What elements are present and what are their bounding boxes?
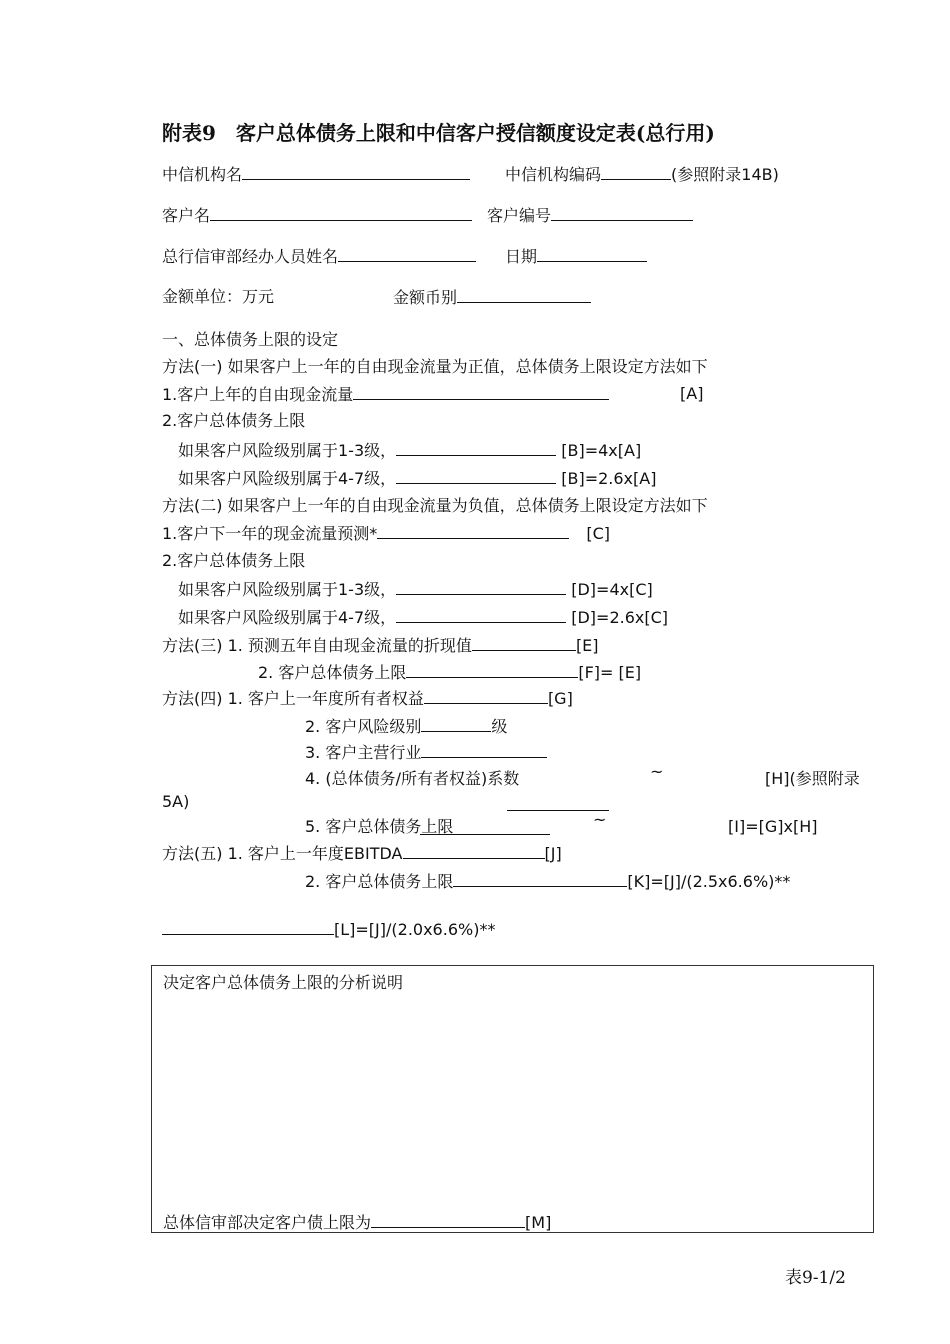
org-code-field	[505, 164, 779, 185]
method3-item2	[258, 662, 641, 683]
method5-item3	[162, 919, 495, 940]
analysis-box[interactable]	[151, 965, 874, 1233]
client-name-label: 客户名	[162, 206, 211, 225]
method2-item2a-tag: [D]=4x[C]	[571, 580, 653, 599]
method1-item2a	[178, 440, 641, 461]
currency-label: 金额币别	[393, 288, 458, 307]
method5-item2-label: 2. 客户总体债务上限	[305, 872, 454, 891]
method1-item2a-blank[interactable]	[396, 440, 556, 456]
method4-item4-tilde: ~	[650, 762, 664, 781]
decision-line	[163, 1212, 551, 1233]
officer-blank[interactable]	[338, 246, 476, 262]
method5-item1-label: 方法(五) 1. 客户上一年度EBITDA	[162, 844, 403, 863]
method2-item2b-blank[interactable]	[396, 607, 566, 623]
method5-item3-blank[interactable]	[162, 919, 334, 935]
method3-item1	[162, 635, 599, 656]
date-field	[505, 246, 647, 267]
method1-item1-blank[interactable]	[353, 384, 609, 400]
method1-item1-label: 1.客户上年的自由现金流量	[162, 385, 354, 404]
method3-item2-label: 2. 客户总体债务上限	[258, 663, 407, 682]
date-label: 日期	[505, 247, 538, 266]
method4-item1-label: 方法(四) 1. 客户上一年度所有者权益	[162, 689, 424, 708]
method3-item2-blank[interactable]	[406, 662, 578, 678]
currency-blank[interactable]	[457, 287, 591, 303]
method4-item4-tag: [H](参照附录	[765, 769, 860, 788]
page-title: 附表9 客户总体债务上限和中信客户授信额度设定表(总行用)	[162, 121, 715, 145]
officer-label: 总行信审部经办人员姓名	[162, 247, 339, 266]
client-name-blank[interactable]	[210, 205, 472, 221]
officer-field	[162, 246, 476, 267]
method2-item2b-label: 如果客户风险级别属于4-7级，	[178, 608, 397, 627]
method4-item5-blank[interactable]	[420, 834, 550, 835]
decision-blank[interactable]	[371, 1212, 525, 1228]
method2-item2a-label: 如果客户风险级别属于1-3级，	[178, 580, 397, 599]
method2-item1-blank[interactable]	[377, 523, 569, 539]
client-name-field	[162, 205, 472, 226]
amount-unit: 金额单位：万元	[162, 287, 275, 306]
org-name-label: 中信机构名	[162, 165, 243, 184]
org-name-field	[162, 164, 470, 185]
method4-item2-label: 2. 客户风险级别	[305, 717, 422, 736]
method1-item2b-label: 如果客户风险级别属于4-7级，	[178, 469, 397, 488]
method4-item1-blank[interactable]	[424, 688, 548, 704]
org-code-label: 中信机构编码	[505, 165, 602, 184]
method1-item2a-tag: [B]=4x[A]	[561, 441, 642, 460]
method4-item3-blank[interactable]	[421, 742, 547, 758]
method4-item2-suffix: 级	[491, 717, 508, 736]
method3-item2-tag: [F]= [E]	[578, 663, 642, 682]
method1-item2b	[178, 468, 656, 489]
method1-heading: 方法(一) 如果客户上一年的自由现金流量为正值，总体债务上限设定方法如下	[162, 357, 708, 376]
method4-item1-tag: [G]	[547, 689, 573, 708]
method5-item2-blank[interactable]	[453, 871, 627, 887]
analysis-title: 决定客户总体债务上限的分析说明	[163, 973, 404, 992]
method1-item2: 2.客户总体债务上限	[162, 411, 306, 430]
client-no-field	[487, 205, 693, 226]
method4-item3-label: 3. 客户主营行业	[305, 743, 422, 762]
method3-item1-label: 方法(三) 1. 预测五年自由现金流量的折现值	[162, 636, 472, 655]
method2-item2a	[178, 579, 653, 600]
date-blank[interactable]	[537, 246, 647, 262]
method5-item2-tag: [K]=[J]/(2.5x6.6%)**	[627, 872, 791, 891]
method3-item1-blank[interactable]	[472, 635, 576, 651]
page-number: 表9-1/2	[785, 1268, 846, 1288]
method4-item5-label: 5. 客户总体债务上限	[305, 817, 454, 836]
method2-item2: 2.客户总体债务上限	[162, 551, 306, 570]
method5-item3-tag: [L]=[J]/(2.0x6.6%)**	[334, 920, 496, 939]
method4-item5-tilde: ~	[593, 810, 607, 829]
org-code-blank[interactable]	[601, 164, 671, 180]
method2-item2a-blank[interactable]	[396, 579, 566, 595]
method4-item2	[305, 716, 507, 737]
org-code-note: (参照附录14B)	[671, 165, 779, 184]
method4-item1	[162, 688, 573, 709]
method5-item1-tag: [J]	[544, 844, 562, 863]
method1-item2a-label: 如果客户风险级别属于1-3级，	[178, 441, 397, 460]
method2-item1-label: 1.客户下一年的现金流量预测*	[162, 524, 378, 543]
method1-item1-tag: [A]	[680, 384, 704, 403]
method2-item2b-tag: [D]=2.6x[C]	[571, 608, 669, 627]
method2-item1-tag: [C]	[586, 524, 611, 543]
currency-field	[393, 287, 591, 308]
method5-item1	[162, 843, 562, 864]
decision-tag: [M]	[525, 1213, 552, 1232]
method2-heading: 方法(二) 如果客户上一年的自由现金流量为负值，总体债务上限设定方法如下	[162, 496, 708, 515]
client-no-label: 客户编号	[487, 206, 552, 225]
decision-label: 总体信审部决定客户债上限为	[163, 1213, 372, 1232]
method4-item3	[305, 742, 547, 763]
section-heading: 一、总体债务上限的设定	[162, 330, 339, 349]
method2-item1	[162, 523, 610, 544]
method4-item4-label: 4. (总体债务/所有者权益)系数	[305, 769, 520, 788]
method1-item2b-tag: [B]=2.6x[A]	[561, 469, 657, 488]
client-no-blank[interactable]	[551, 205, 693, 221]
method3-item1-tag: [E]	[575, 636, 599, 655]
method1-item1	[162, 384, 609, 405]
method4-item5-tag: [I]=[G]x[H]	[728, 817, 818, 836]
method4-item2-blank[interactable]	[421, 716, 491, 732]
method5-item1-blank[interactable]	[403, 843, 545, 859]
org-name-blank[interactable]	[242, 164, 470, 180]
method1-item2b-blank[interactable]	[396, 468, 556, 484]
method5-item2	[305, 871, 790, 892]
method2-item2b	[178, 607, 668, 628]
method4-item4-tag-cont: 5A)	[162, 792, 190, 811]
